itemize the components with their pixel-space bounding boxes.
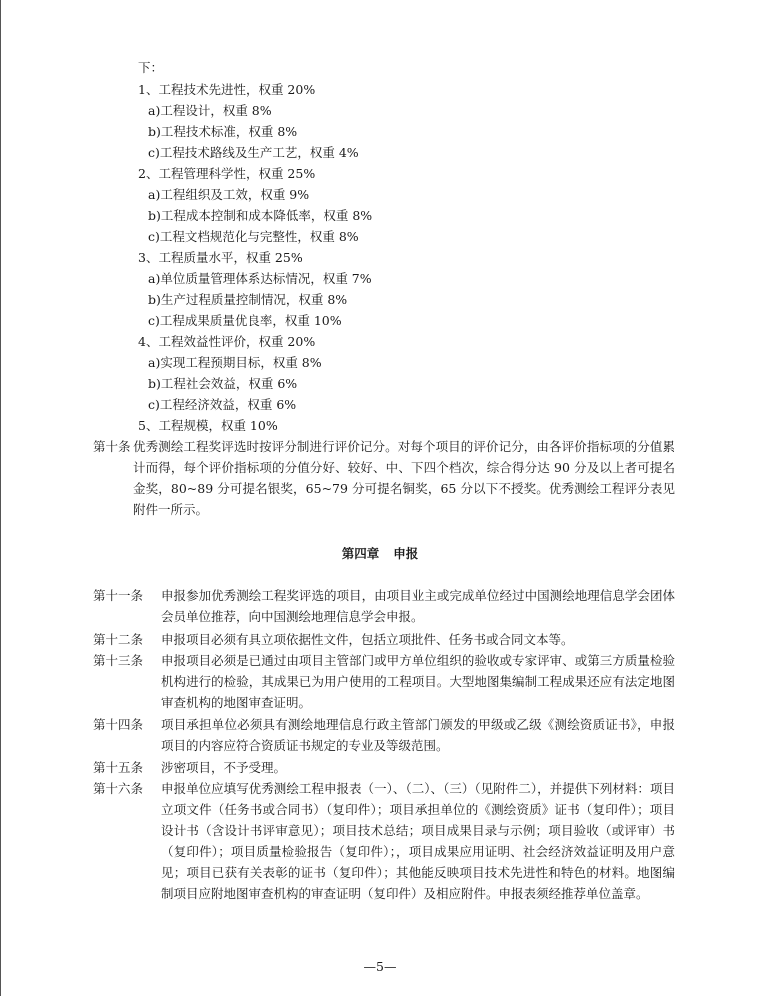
article-11-number: 第十一条: [93, 588, 144, 603]
article-14: [93, 714, 675, 756]
criterion-3-label: 3、工程质量水平，权重 25%: [138, 250, 303, 265]
article-14-text: 项目承担单位必须具有测绘地理信息行政主管部门颁发的甲级或乙级《测绘资质证书》，申报项目的内容应符合资质证书规定的专业及等级范围。: [161, 717, 675, 753]
criterion-3-sub-c: c)工程成果质量优良率，权重 10%: [148, 313, 342, 328]
criterion-5-label: 5、工程规模，权重 10%: [138, 418, 278, 433]
criterion-4-label: 4、工程效益性评价，权重 20%: [138, 334, 316, 349]
criterion-1-sub-a: a)工程设计，权重 8%: [148, 103, 272, 118]
chapter-number: 第四章: [341, 546, 380, 561]
article-13-text: 申报项目必须是已通过由项目主管部门或甲方单位组织的验收或专家评审、或第三方质量检验机构进行的检验，其成果已为用户使用的工程项目。大型地图集编制工程成果还应有法定地图审查机构的地图审查证明。: [161, 653, 675, 710]
chapter-heading: [0, 545, 760, 563]
article-15: [93, 757, 675, 778]
chapter-title: 申报: [393, 546, 419, 561]
criterion-2-sub-b: b)工程成本控制和成本降低率，权重 8%: [148, 208, 373, 223]
criterion-1-label: 1、工程技术先进性，权重 20%: [138, 82, 316, 97]
article-10: [93, 436, 675, 520]
article-16-text: 申报单位应填写优秀测绘工程申报表（一）、（二）、（三）（见附件二），并提供下列材料：项目立项文件（任务书或合同书）（复印件）；项目承担单位的《测绘资质》证书（复印件）；项目设计书（含设计书评审意见）；项目技术总结；项目成果目录与示例；项目验收（或评审）书（复印件）；项目质量检验报告（复印件）；，项目成果应用证明、社会经济效益证明及用户意见；项目已获有关表彰的证书（复印件）；其他能反映项目技术先进性和特色的材料。地图编制项目应附地图审查机构的审查证明（复印件）及相应附件。申报表须经推荐单位盖章。: [161, 781, 675, 901]
article-14-number: 第十四条: [93, 717, 144, 732]
article-15-number: 第十五条: [93, 760, 144, 775]
intro-text: 下：: [138, 60, 164, 75]
article-16: [93, 778, 675, 904]
article-12-text: 申报项目必须有具立项依据性文件，包括立项批件、任务书或合同文本等。: [161, 632, 574, 647]
page-left-border: [0, 0, 1, 996]
page-number: —5—: [363, 959, 397, 974]
article-12: [93, 629, 675, 650]
article-15-text: 涉密项目，不予受理。: [161, 760, 287, 775]
criterion-3-sub-a: a)单位质量管理体系达标情况，权重 7%: [148, 271, 372, 286]
criterion-2-label: 2、工程管理科学性，权重 25%: [138, 166, 316, 181]
article-13: [93, 650, 675, 713]
criterion-2-sub-a: a)工程组织及工效，权重 9%: [148, 187, 310, 202]
criterion-4-sub-a: a)实现工程预期目标，权重 8%: [148, 355, 322, 370]
article-16-number: 第十六条: [93, 781, 144, 796]
article-11: [93, 585, 675, 627]
article-10-number: 第十条: [93, 439, 131, 454]
criterion-4-sub-c: c)工程经济效益，权重 6%: [148, 397, 297, 412]
article-12-number: 第十二条: [93, 632, 144, 647]
article-10-text: 优秀测绘工程奖评选时按评分制进行评价记分。对每个项目的评价记分，由各评价指标项的分值累计而得，每个评价指标项的分值分好、较好、中、下四个档次，综合得分达 90 分及以上者可提名金奖，80~89 分可提名银奖，65~79 分可提名铜奖，65 分以下不授奖。优秀测绘工程评分表见附件一所示。: [133, 439, 675, 517]
criterion-2-sub-c: c)工程文档规范化与完整性，权重 8%: [148, 229, 359, 244]
article-11-text: 申报参加优秀测绘工程奖评选的项目，由项目业主或完成单位经过中国测绘地理信息学会团体会员单位推荐，向中国测绘地理信息学会申报。: [161, 588, 675, 624]
criterion-1-sub-c: c)工程技术路线及生产工艺，权重 4%: [148, 145, 359, 160]
criterion-1-sub-b: b)工程技术标准，权重 8%: [148, 124, 298, 139]
article-13-number: 第十三条: [93, 653, 144, 668]
criterion-4-sub-b: b)工程社会效益，权重 6%: [148, 376, 298, 391]
criterion-3-sub-b: b)生产过程质量控制情况，权重 8%: [148, 292, 348, 307]
